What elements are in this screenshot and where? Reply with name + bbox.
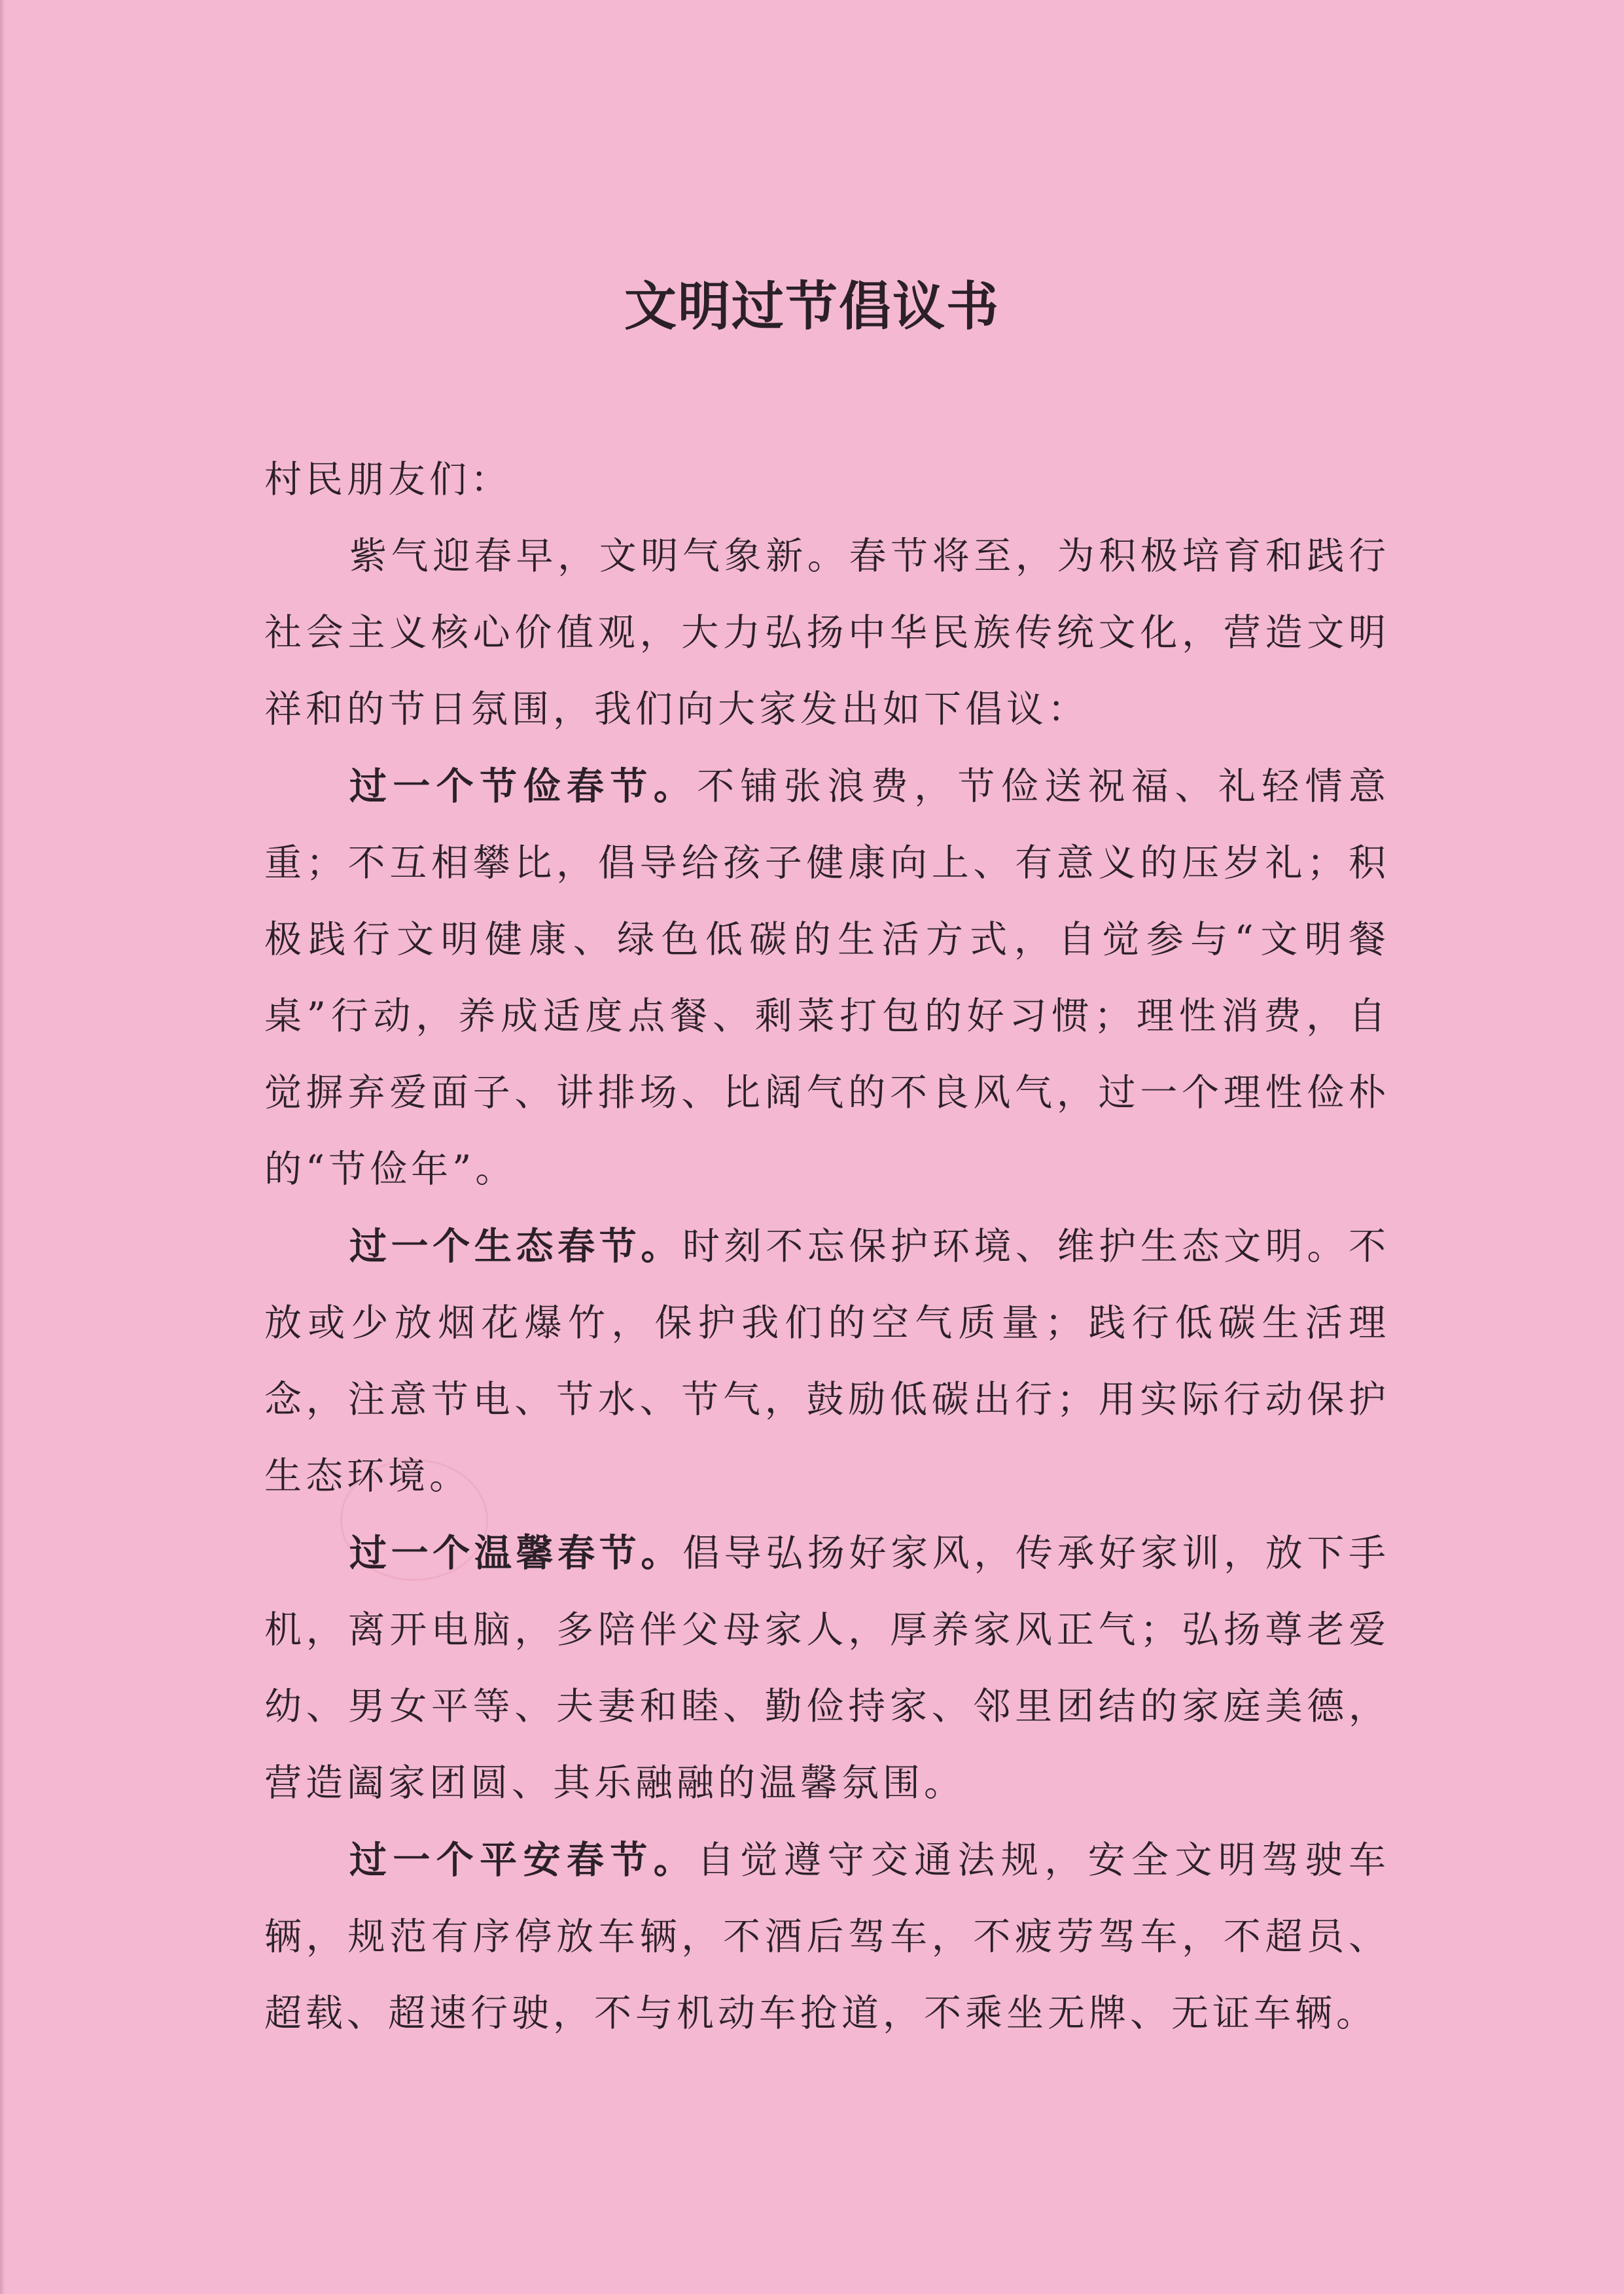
- section-paragraph-safe: [264, 1822, 1390, 2052]
- section-paragraph-warm: [264, 1515, 1390, 1822]
- section-heading-warm: 过一个温馨春节。: [349, 1531, 682, 1575]
- section-text-safe: 自觉遵守交通法规，安全文明驾驶车辆，规范有序停放车辆，不酒后驾车，不疲劳驾车，不超员、超载、超速行驶，不与机动车抢道，不乘坐无牌、无证车辆。: [264, 1839, 1390, 2035]
- document-body: [264, 442, 1390, 2052]
- salutation: 村民朋友们：: [264, 458, 512, 501]
- document-title: 文明过节倡议书: [624, 275, 1000, 337]
- section-text-frugal: 不铺张浪费，节俭送祝福、礼轻情意重；不互相攀比，倡导给孩子健康向上、有意义的压岁礼；积极践行文明健康、绿色低碳的生活方式，自觉参与“文明餐桌”行动，养成适度点餐、剩菜打包的好习惯；理性消费，自觉摒弃爱面子、讲排场、比阔气的不良风气，过一个理性俭朴的“节俭年”。: [264, 765, 1390, 1191]
- section-heading-frugal: 过一个节俭春节。: [349, 764, 697, 808]
- section-heading-safe: 过一个平安春节。: [349, 1838, 697, 1882]
- section-text-warm: 倡导弘扬好家风，传承好家训，放下手机，离开电脑，多陪伴父母家人，厚养家风正气；弘扬尊老爱幼、男女平等、夫妻和睦、勤俭持家、邻里团结的家庭美德，营造阖家团圆、其乐融融的温馨氛围。: [264, 1532, 1390, 1805]
- intro-paragraph: 紫气迎春早，文明气象新。春节将至，为积极培育和践行社会主义核心价值观，大力弘扬中华民族传统文化，营造文明祥和的节日氛围，我们向大家发出如下倡议：: [264, 535, 1390, 731]
- section-paragraph-frugal: [264, 748, 1390, 1208]
- section-text-ecological: 时刻不忘保护环境、维护生态文明。不放或少放烟花爆竹，保护我们的空气质量；践行低碳生活理念，注意节电、节水、节气，鼓励低碳出行；用实际行动保护生态环境。: [264, 1225, 1390, 1498]
- section-paragraph-ecological: [264, 1208, 1390, 1515]
- scan-edge: [0, 0, 5, 2294]
- section-heading-ecological: 过一个生态春节。: [349, 1224, 682, 1268]
